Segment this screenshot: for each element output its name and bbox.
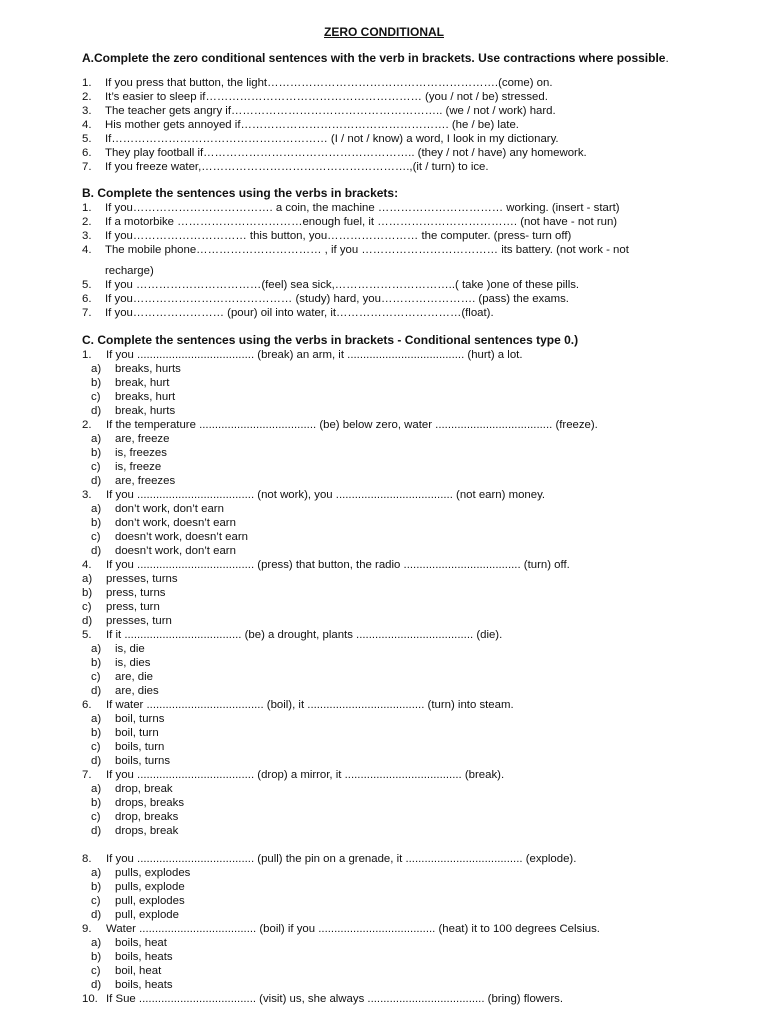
exercise-b-item	[82, 201, 620, 215]
answer-option[interactable]	[91, 936, 167, 950]
option-text: breaks, hurts	[115, 363, 181, 375]
answer-option[interactable]	[91, 432, 169, 446]
exercise-a-item	[82, 90, 548, 104]
option-text: drops, break	[115, 825, 179, 837]
answer-option[interactable]	[91, 670, 153, 684]
item-number: 7.	[82, 161, 92, 173]
option-letter: a)	[91, 503, 102, 515]
item-number: 1.	[82, 202, 92, 214]
option-text: boils, turns	[115, 755, 171, 767]
option-letter: a)	[91, 867, 102, 879]
answer-option[interactable]	[91, 404, 175, 418]
option-letter: b)	[91, 727, 102, 739]
option-text: is, dies	[115, 657, 151, 669]
question-number: 2.	[82, 419, 92, 431]
item-text: If………………………………………………… (I / not / know) a word, I look in my dictionary.	[105, 133, 559, 145]
exercise-a-item	[82, 132, 559, 146]
answer-option[interactable]	[91, 544, 236, 558]
option-letter: c)	[91, 895, 101, 907]
option-letter: c)	[91, 671, 101, 683]
question-text: If you ..................................... (drop) a mirror, it ..................................... (break).	[106, 769, 505, 781]
section-a-heading	[82, 51, 669, 65]
option-text: drop, break	[115, 783, 173, 795]
answer-option[interactable]	[91, 390, 175, 404]
question-text: If you ..................................... (pull) the pin on a grenade, it ..................................... (explode).	[106, 853, 577, 865]
question-number: 9.	[82, 923, 92, 935]
option-text: is, freezes	[115, 447, 167, 459]
question	[82, 698, 514, 712]
question-text: If you ..................................... (not work), you ..................................... (not earn) money.	[106, 489, 546, 501]
exercise-b-item	[82, 306, 494, 320]
question-text: If it ..................................... (be) a drought, plants ..................................... (die).	[106, 629, 503, 641]
answer-option[interactable]	[91, 796, 184, 810]
answer-option[interactable]	[91, 726, 159, 740]
option-letter: c)	[91, 741, 101, 753]
answer-option[interactable]	[91, 950, 173, 964]
answer-option[interactable]	[91, 460, 161, 474]
answer-option[interactable]	[91, 712, 164, 726]
option-text: doesn’t work, doesn’t earn	[115, 531, 248, 543]
item-text: If you………………………… this button, you…………………… the computer. (press- turn off)	[105, 230, 572, 242]
question	[82, 852, 576, 866]
option-letter: d)	[91, 909, 102, 921]
option-letter: c)	[91, 391, 101, 403]
option-letter: c)	[82, 601, 92, 613]
option-text: pull, explode	[115, 909, 179, 921]
option-letter: d)	[91, 685, 102, 697]
answer-option[interactable]	[91, 740, 164, 754]
answer-option[interactable]	[91, 446, 167, 460]
exercise-b-item	[82, 215, 617, 229]
answer-option[interactable]	[82, 614, 172, 628]
exercise-b-item	[82, 243, 629, 257]
section-c-heading: C. Complete the sentences using the verbs in brackets - Conditional sentences type 0.)	[82, 333, 579, 347]
option-text: boil, turn	[115, 727, 159, 739]
option-text: are, die	[115, 671, 153, 683]
option-text: don’t work, don’t earn	[115, 503, 224, 515]
answer-option[interactable]	[91, 516, 236, 530]
item-number: 5.	[82, 279, 92, 291]
question-text: If Sue ..................................... (visit) us, she always ..................................... (bring) flowers.	[106, 993, 564, 1005]
question-text: If you ..................................... (break) an arm, it ..................................... (hurt) a lot.	[106, 349, 523, 361]
question-number: 4.	[82, 559, 92, 571]
option-text: is, freeze	[115, 461, 162, 473]
option-letter: c)	[91, 531, 101, 543]
answer-option[interactable]	[82, 586, 166, 600]
option-text: is, die	[115, 643, 145, 655]
item-number: 1.	[82, 77, 92, 89]
option-text: breaks, hurt	[115, 391, 176, 403]
item-text: If you freeze water,……………………………………………….,(it / turn) to ice.	[105, 161, 489, 173]
option-letter: d)	[91, 475, 102, 487]
answer-option[interactable]	[91, 894, 185, 908]
option-letter: b)	[91, 881, 102, 893]
option-letter: b)	[91, 377, 102, 389]
section-a-heading-text: A.Complete the zero conditional sentences with the verb in brackets. Use contractions where possible	[82, 51, 666, 65]
item-number: 2.	[82, 91, 92, 103]
option-letter: d)	[91, 755, 102, 767]
item-number: 4.	[82, 119, 92, 131]
option-text: doesn’t work, don’t earn	[115, 545, 236, 557]
option-letter: c)	[91, 965, 101, 977]
question-number: 6.	[82, 699, 92, 711]
exercise-b-item	[82, 229, 571, 243]
option-text: don’t work, doesn’t earn	[115, 517, 236, 529]
option-letter: d)	[91, 825, 102, 837]
question-number: 3.	[82, 489, 92, 501]
item-number: 2.	[82, 216, 92, 228]
exercise-a-item	[82, 76, 553, 90]
item-number: 6.	[82, 147, 92, 159]
page-title: ZERO CONDITIONAL	[324, 25, 444, 39]
option-text: are, dies	[115, 685, 159, 697]
item-text: recharge)	[105, 265, 154, 277]
answer-option[interactable]	[91, 754, 170, 768]
answer-option[interactable]	[91, 880, 185, 894]
answer-option[interactable]	[91, 908, 179, 922]
answer-option[interactable]	[91, 810, 178, 824]
exercise-a-item	[82, 118, 519, 132]
answer-option[interactable]	[91, 642, 145, 656]
answer-option[interactable]	[91, 866, 190, 880]
answer-option[interactable]	[91, 530, 248, 544]
option-text: are, freezes	[115, 475, 176, 487]
option-text: boil, turns	[115, 713, 165, 725]
item-text: They play football if……………………………………………….. (they / not / have) any homework.	[105, 147, 587, 159]
item-number: 4.	[82, 244, 92, 256]
item-text: The teacher gets angry if……………………………………………….. (we / not / work) hard.	[105, 105, 556, 117]
option-text: presses, turn	[106, 615, 172, 627]
question-text: If the temperature ..................................... (be) below zero, water ..................................... (freeze).	[106, 419, 598, 431]
item-number: 3.	[82, 105, 92, 117]
option-text: boils, heat	[115, 937, 167, 949]
answer-option[interactable]	[91, 684, 159, 698]
exercise-b-item	[82, 278, 579, 292]
exercise-a-item	[82, 104, 556, 118]
option-letter: d)	[91, 979, 102, 991]
option-text: drop, breaks	[115, 811, 179, 823]
option-letter: a)	[91, 363, 102, 375]
option-text: press, turns	[106, 587, 166, 599]
option-letter: c)	[91, 811, 101, 823]
answer-option[interactable]	[91, 782, 173, 796]
answer-option[interactable]	[91, 964, 161, 978]
option-letter: a)	[91, 433, 102, 445]
option-text: pulls, explodes	[115, 867, 191, 879]
option-letter: a)	[91, 783, 102, 795]
question	[82, 488, 545, 502]
option-letter: b)	[91, 447, 102, 459]
question-text: If you ..................................... (press) that button, the radio ..................................... (turn) off.	[106, 559, 570, 571]
answer-option[interactable]	[91, 362, 181, 376]
item-number: 7.	[82, 307, 92, 319]
answer-option[interactable]	[91, 824, 178, 838]
answer-option[interactable]	[91, 656, 150, 670]
question	[82, 992, 563, 1006]
option-letter: a)	[82, 573, 93, 585]
question	[82, 558, 570, 572]
question-number: 5.	[82, 629, 92, 641]
answer-option[interactable]	[91, 474, 175, 488]
option-text: are, freeze	[115, 433, 170, 445]
item-text: If a motorbike ……………………………enough fuel, it ………………………………. (not have - not run)	[105, 216, 618, 228]
question	[82, 768, 504, 782]
item-text: If you………………………………. a coin, the machine …………………………… working. (insert - start)	[105, 202, 620, 214]
option-text: break, hurt	[115, 377, 170, 389]
option-letter: b)	[91, 657, 102, 669]
answer-option[interactable]	[82, 600, 160, 614]
option-text: presses, turns	[106, 573, 178, 585]
item-number: 5.	[82, 133, 92, 145]
exercise-b-item	[82, 292, 569, 306]
option-letter: a)	[91, 713, 102, 725]
option-letter: d)	[91, 545, 102, 557]
question-text: Water ..................................... (boil) if you ..................................... (heat) it to 100 degrees Celsius.	[106, 923, 600, 935]
exercise-a-item	[82, 160, 489, 174]
question-number: 8.	[82, 853, 92, 865]
option-text: boils, heats	[115, 979, 173, 991]
item-number: 3.	[82, 230, 92, 242]
option-letter: b)	[91, 797, 102, 809]
item-text: If you…………………………………… (study) hard, you……………………. (pass) the exams.	[105, 293, 569, 305]
item-text: If you…………………… (pour) oil into water, it……………………………(float).	[105, 307, 494, 319]
question-number: 1.	[82, 349, 92, 361]
question	[82, 628, 502, 642]
question	[82, 418, 598, 432]
option-text: break, hurts	[115, 405, 176, 417]
item-text: It’s easier to sleep if………………………………………………… (you / not / be) stressed.	[105, 91, 548, 103]
option-letter: b)	[91, 951, 102, 963]
item-text: If you ……………………………(feel) sea sick,…………………………..( take )one of these pills.	[105, 279, 580, 291]
item-text: His mother gets annoyed if………………………………………………. (he / be) late.	[105, 119, 519, 131]
option-letter: c)	[91, 461, 101, 473]
option-letter: b)	[82, 587, 93, 599]
option-text: drops, breaks	[115, 797, 185, 809]
option-text: boils, heats	[115, 951, 173, 963]
question-number: 7.	[82, 769, 92, 781]
exercise-b-item-continuation	[82, 264, 154, 278]
question	[82, 348, 523, 362]
option-text: pull, explodes	[115, 895, 185, 907]
option-letter: d)	[91, 405, 102, 417]
option-letter: a)	[91, 937, 102, 949]
item-number: 6.	[82, 293, 92, 305]
item-text: The mobile phone…………………………… , if you ……………………………… its battery. (not work - not	[105, 244, 629, 256]
section-b-heading: B. Complete the sentences using the verbs in brackets:	[82, 186, 399, 200]
option-text: boils, turn	[115, 741, 165, 753]
section-a-heading-tail: .	[665, 51, 669, 65]
answer-option[interactable]	[91, 502, 224, 516]
answer-option[interactable]	[91, 376, 169, 390]
answer-option[interactable]	[82, 572, 178, 586]
option-letter: b)	[91, 517, 102, 529]
question-number: 10.	[82, 993, 98, 1005]
question-text: If water ..................................... (boil), it ..................................... (turn) into steam.	[106, 699, 514, 711]
exercise-a-item	[82, 146, 587, 160]
item-text: If you press that button, the light…………………………………………………….(come) on.	[105, 77, 553, 89]
option-text: pulls, explode	[115, 881, 185, 893]
option-letter: d)	[82, 615, 93, 627]
answer-option[interactable]	[91, 978, 173, 992]
option-text: press, turn	[106, 601, 160, 613]
option-text: boil, heat	[115, 965, 162, 977]
question	[82, 922, 600, 936]
option-letter: a)	[91, 643, 102, 655]
